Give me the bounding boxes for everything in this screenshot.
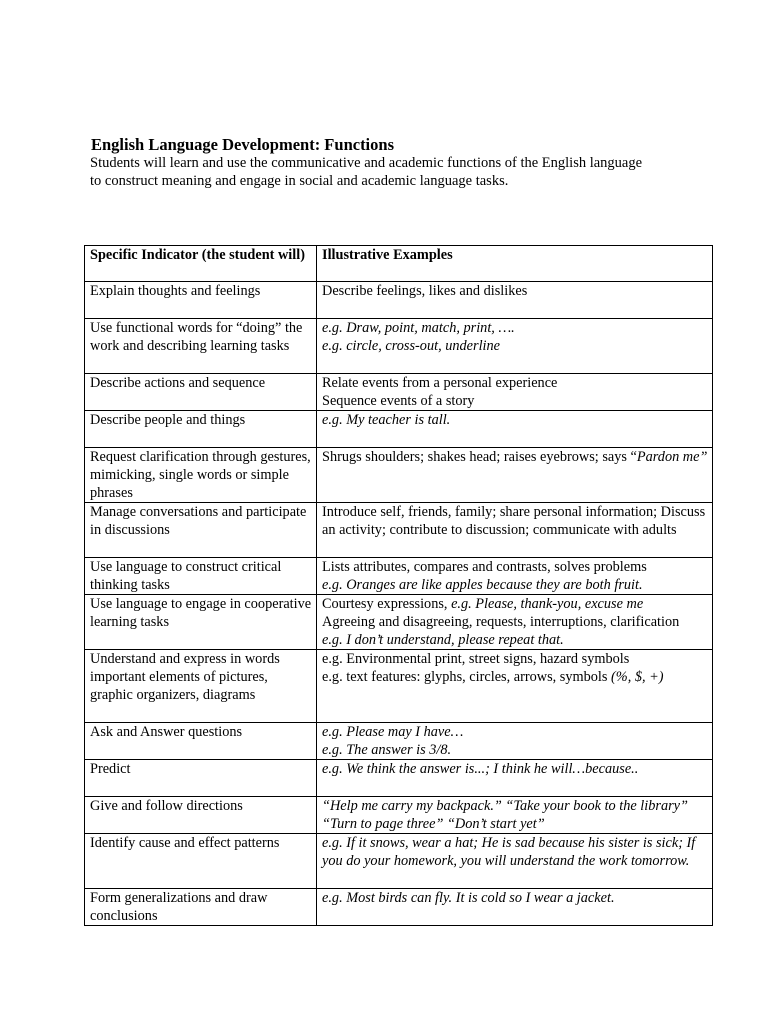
example-line: Describe feelings, likes and dislikes [322,283,528,299]
example-line: e.g. Oranges are like apples because they are both fruit. [322,577,643,593]
header-specific-indicator: Specific Indicator (the student will) [85,246,317,282]
indicator-cell: Use functional words for “doing” the work and describing learning tasks [85,319,317,374]
table-row [85,374,713,411]
example-line [322,668,708,686]
table-row [85,282,713,319]
example-line: e.g. The answer is 3/8. [322,742,452,758]
example-line: e.g. Environmental print, street signs, hazard symbols [322,651,630,667]
example-line: Lists attributes, compares and contrasts, solves problems [322,559,647,575]
example-line: e.g. circle, cross-out, underline [322,338,501,354]
examples-cell [317,282,713,319]
examples-cell [317,650,713,723]
example-text: e.g. text features: glyphs, circles, arrows, symbols [322,669,612,685]
intro-line-2: to construct meaning and engage in social and academic language tasks. [90,172,509,189]
example-line: Relate events from a personal experience [322,375,558,391]
examples-cell [317,595,713,650]
table-row [85,760,713,797]
example-line: e.g. My teacher is tall. [322,412,451,428]
examples-cell [317,448,713,503]
example-line: Sequence events of a story [322,393,475,409]
header-illustrative-examples: Illustrative Examples [317,246,713,282]
table-row [85,411,713,448]
example-italic: e.g. Please, thank-you, excuse me [451,596,644,612]
example-line: e.g. Draw, point, match, print, …. [322,320,515,336]
indicator-cell: Describe actions and sequence [85,374,317,411]
example-line: Agreeing and disagreeing, requests, interruptions, clarification [322,614,680,630]
examples-cell [317,319,713,374]
indicator-cell: Give and follow directions [85,797,317,834]
indicator-cell: Form generalizations and draw conclusions [85,889,317,926]
examples-cell [317,760,713,797]
indicator-cell: Predict [85,760,317,797]
indicator-cell: Request clarification through gestures, mimicking, single words or simple phrases [85,448,317,503]
examples-cell [317,723,713,760]
table-row [85,650,713,723]
table-row [85,797,713,834]
indicator-cell: Understand and express in words important elements of pictures, graphic organizers, diagrams [85,650,317,723]
indicator-cell: Use language to engage in cooperative learning tasks [85,595,317,650]
table-row [85,558,713,595]
table-row [85,448,713,503]
table-row [85,595,713,650]
example-italic: (%, $, +) [611,669,664,685]
table-header-row [85,246,713,282]
indicator-cell: Describe people and things [85,411,317,448]
table-row [85,889,713,926]
example-line: e.g. Most birds can fly. It is cold so I wear a jacket. [322,890,615,906]
indicator-cell: Manage conversations and participate in discussions [85,503,317,558]
document-title: English Language Development: Functions [91,135,394,154]
intro-line-1: Students will learn and use the communicative and academic functions of the English language [90,155,643,171]
examples-cell: e.g. If it snows, wear a hat; He is sad because his sister is sick; If you do your homework, you will understand the work tomorrow. [317,834,713,889]
examples-cell: Introduce self, friends, family; share personal information; Discuss an activity; contribute to discussion; communicate with adults [317,503,713,558]
example-quote: Pardon me” [636,449,708,465]
functions-table [84,245,713,926]
example-line [322,595,708,613]
example-line: e.g. We think the answer is...; I think he will…because.. [322,761,639,777]
example-text: Courtesy expressions, [322,596,452,612]
examples-cell [317,411,713,448]
indicator-cell: Use language to construct critical thinking tasks [85,558,317,595]
table-row [85,319,713,374]
example-line: e.g. I don’t understand, please repeat that. [322,632,564,648]
table-row [85,834,713,889]
examples-cell [317,889,713,926]
examples-cell [317,558,713,595]
intro-paragraph [90,155,710,190]
examples-cell [317,374,713,411]
table-row [85,723,713,760]
indicator-cell: Identify cause and effect patterns [85,834,317,889]
example-line: e.g. Please may I have… [322,724,464,740]
indicator-cell: Explain thoughts and feelings [85,282,317,319]
table-row [85,503,713,558]
example-text: Shrugs shoulders; shakes head; raises eyebrows; says “ [322,449,637,465]
indicator-cell: Ask and Answer questions [85,723,317,760]
examples-cell: “Help me carry my backpack.” “Take your book to the library” “Turn to page three” “Don’t start yet” [317,797,713,834]
